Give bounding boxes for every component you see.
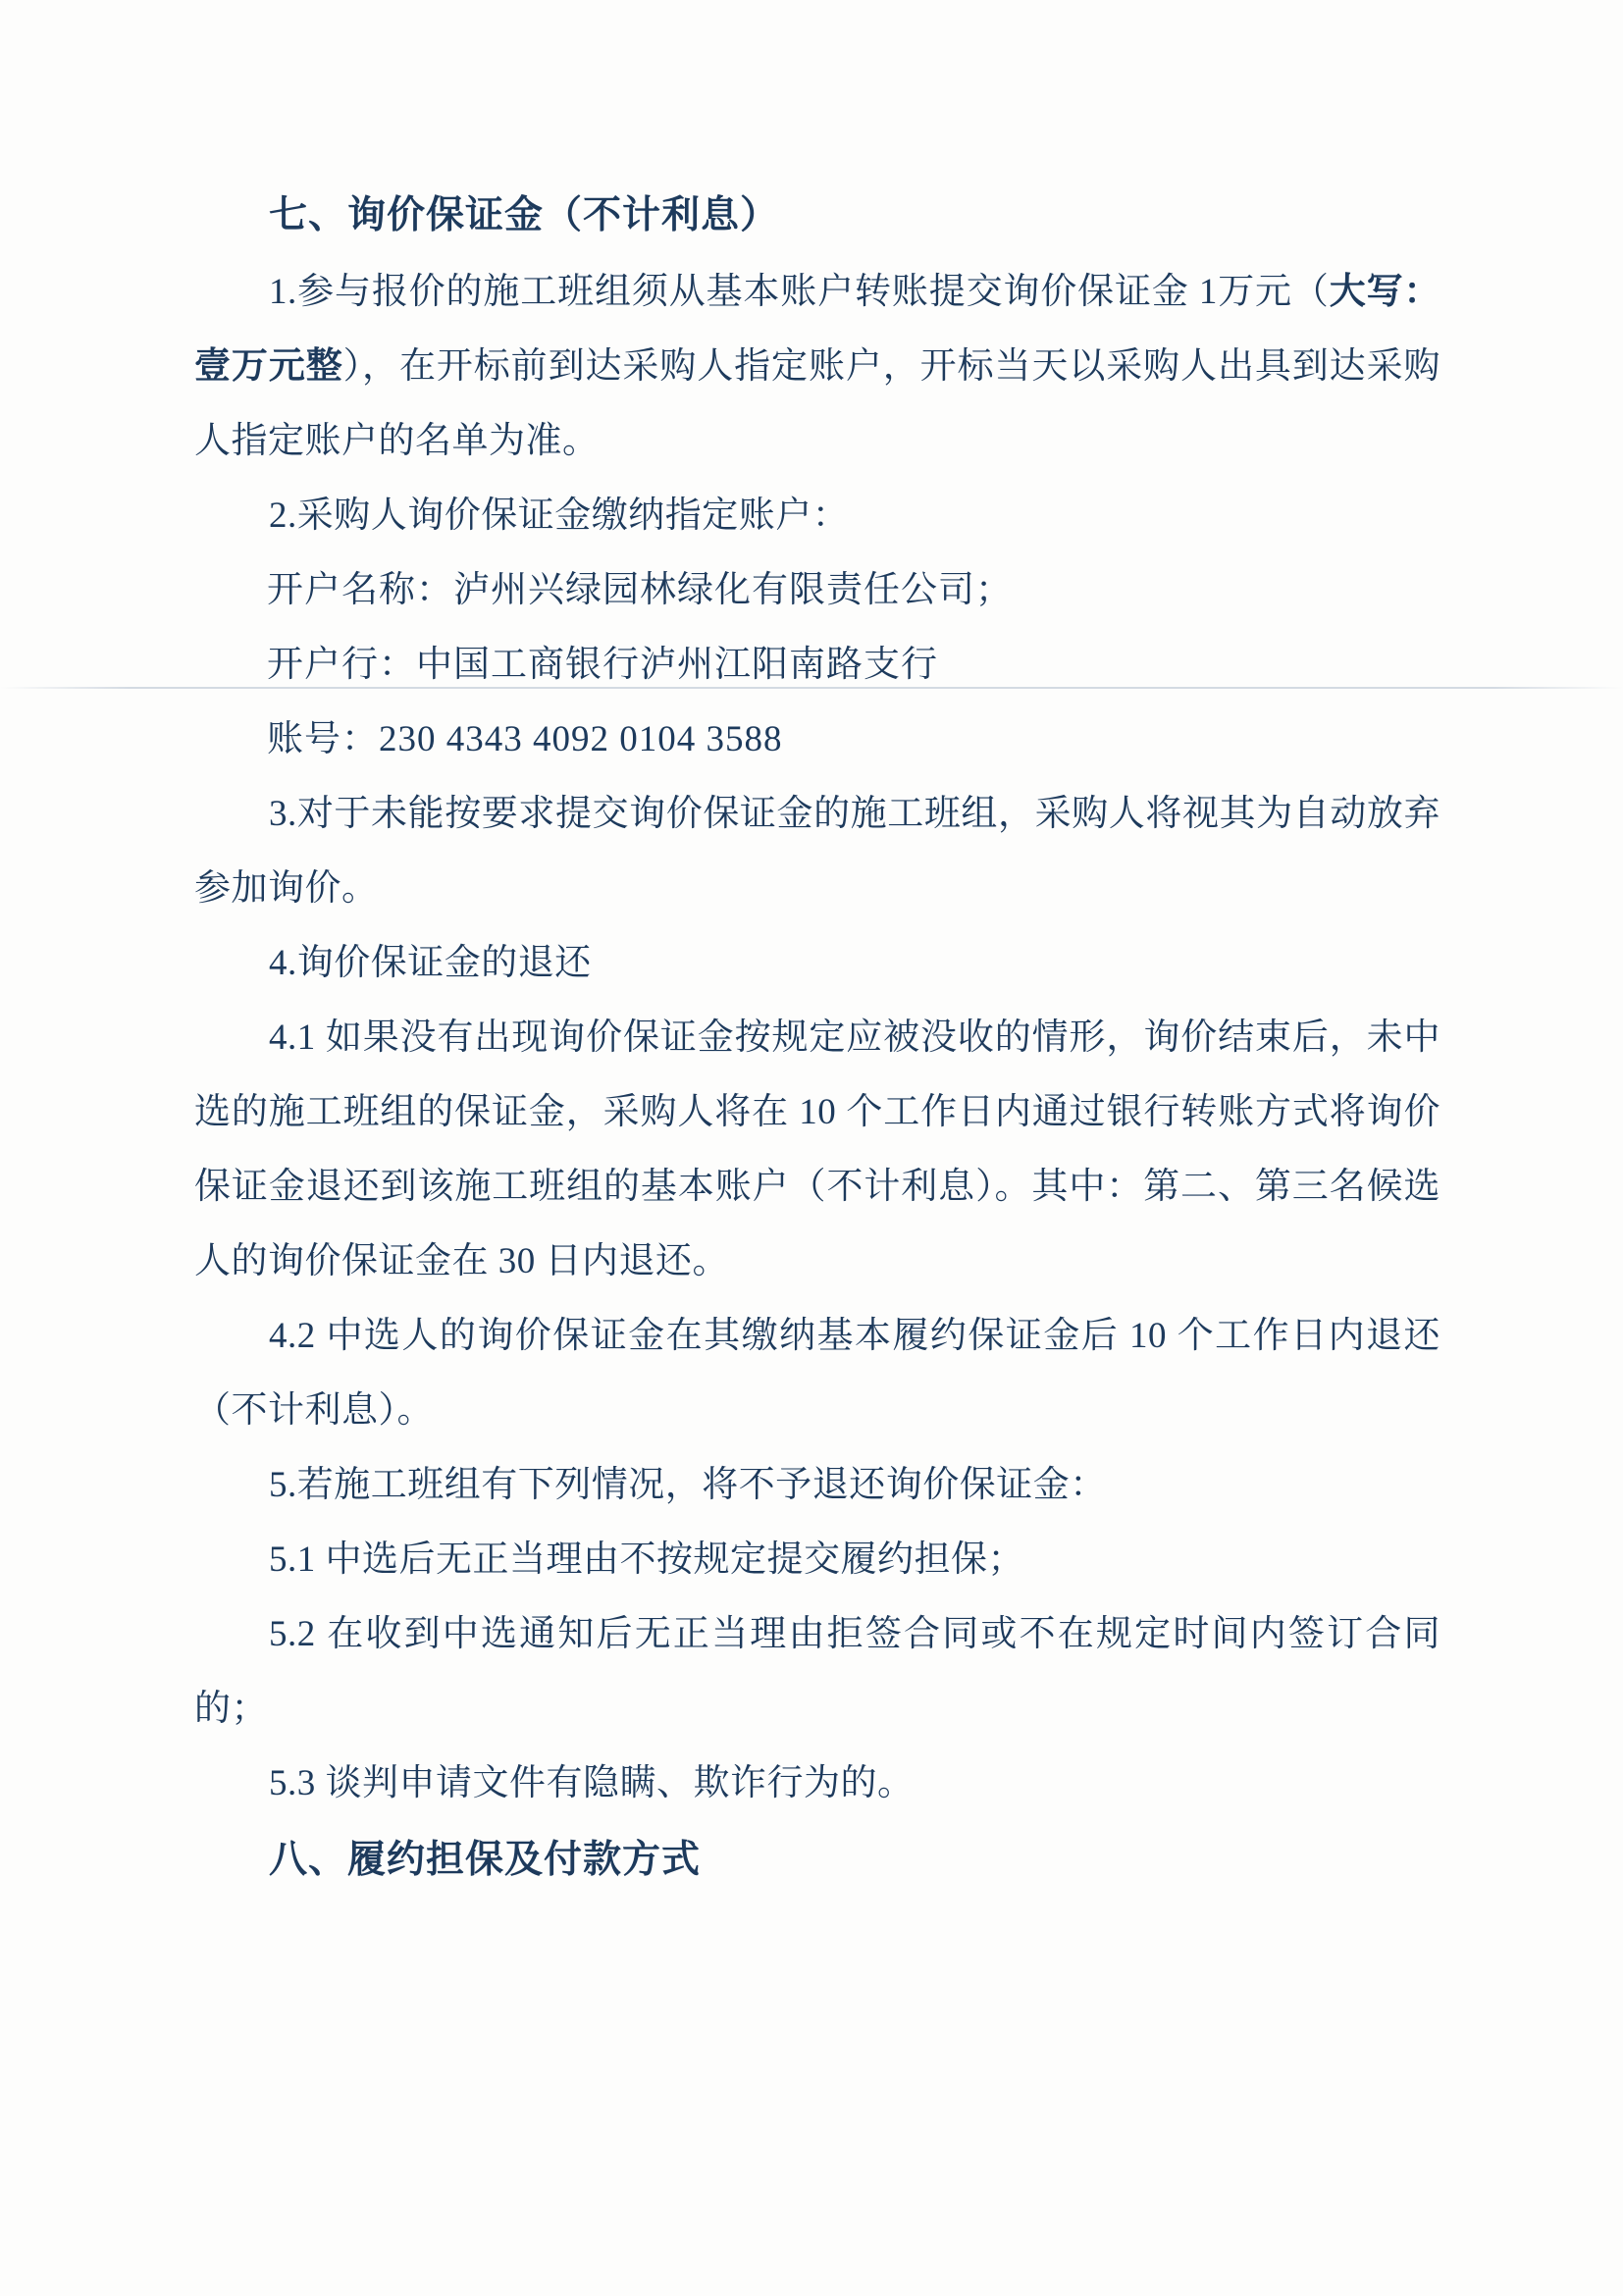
paragraph-5: 5.若施工班组有下列情况，将不予退还询价保证金： (269, 1465, 1107, 1505)
account-name-line: 开户名称：泸州兴绿园林绿化有限责任公司； (267, 570, 1013, 610)
paragraph-1-run-1: 1.参与报价的施工班组须从基本账户转账提交询价保证金 1万元（ (269, 272, 1330, 312)
section-heading-7: 七、询价保证金（不计利息） (269, 194, 780, 236)
account-bank-line: 开户行：中国工商银行泸州江阳南路支行 (267, 645, 938, 685)
paragraph-2: 2.采购人询价保证金缴纳指定账户： (269, 496, 850, 536)
paragraph-5-1: 5.1 中选后无正当理由不按规定提交履约担保； (269, 1539, 1024, 1580)
paragraph-1-run-3: ），在开标前到达采购人指定账户，开标当天以采购人出具到达采购人指定账户的名单为准。 (194, 346, 1441, 461)
paragraph-5-2: 5.2 在收到中选通知后无正当理由拒签合同或不在规定时间内签订合同的； (194, 1614, 1440, 1729)
document-body (194, 177, 1440, 1900)
paragraph-1-run-2-bold: 大写：壹万元整 (194, 272, 1440, 387)
paragraph-3: 3.对于未能按要求提交询价保证金的施工班组，采购人将视其为自动放弃参加询价。 (194, 794, 1440, 909)
paragraph-1 (194, 255, 1440, 479)
section-heading-8: 八、履约担保及付款方式 (269, 1839, 702, 1881)
paragraph-4-2: 4.2 中选人的询价保证金在其缴纳基本履约保证金后 10 个工作日内退还（不计利息）。 (194, 1316, 1440, 1431)
paragraph-5-3: 5.3 谈判申请文件有隐瞒、欺诈行为的。 (269, 1763, 915, 1803)
paragraph-4-1: 4.1 如果没有出现询价保证金按规定应被没收的情形，询价结束后，未中选的施工班组的保证金，采购人将在 10 个工作日内通过银行转账方式将询价保证金退还到该施工班组的基本账户（不计利息）。其中：第二、第三名候选人的询价保证金在 30 日内退还。 (194, 1018, 1440, 1281)
paragraph-4: 4.询价保证金的退还 (269, 943, 592, 983)
account-number-line: 账号：230 4343 4092 0104 3588 (267, 719, 783, 759)
